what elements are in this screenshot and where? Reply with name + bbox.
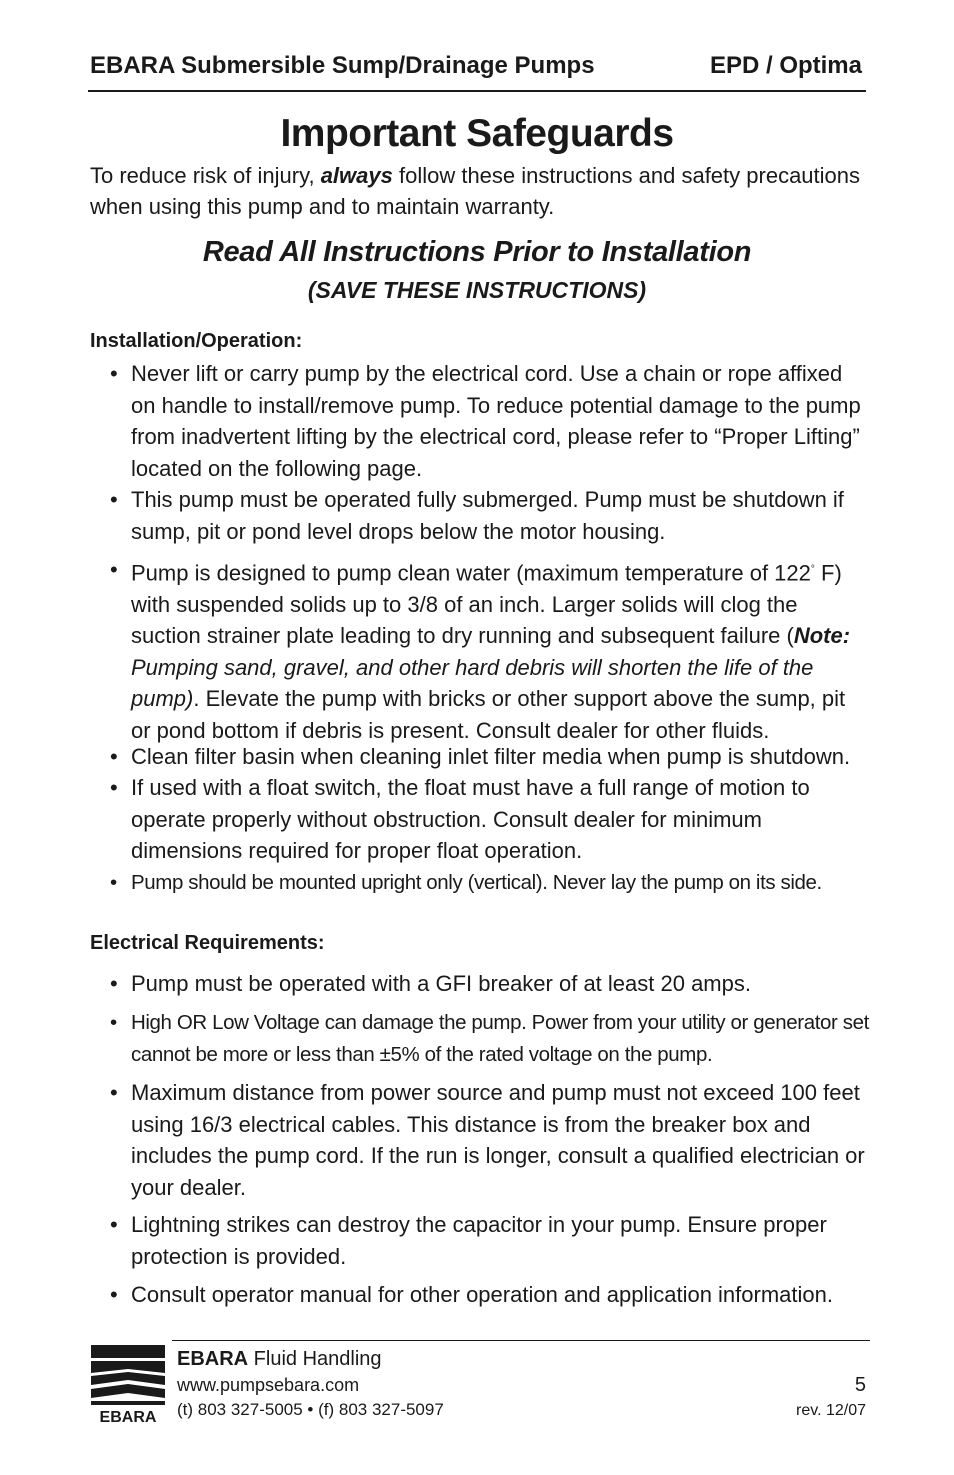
bullet-glyph: • [110,971,118,996]
list-item-text: Clean filter basin when cleaning inlet filter media when pump is shutdown. [131,744,851,769]
list-item-text: Pump should be mounted upright only (vertical). Never lay the pump on its side. [131,871,822,894]
list-item [110,554,870,746]
electrical-heading: Electrical Requirements: [90,932,325,954]
list-item [110,741,870,773]
list-item [110,358,870,484]
brand-name: EBARA [177,1348,249,1370]
save-instructions-note: (SAVE THESE INSTRUCTIONS) [307,277,647,303]
section-subtitle: Read All Instructions Prior to Installation [202,236,752,268]
temperature-text: Pump is designed to pump clean water (maximum temperature of 122 [131,560,811,586]
list-item [110,1077,870,1203]
bullet-glyph: • [110,361,118,386]
footer-url[interactable]: www.pumpsebara.com [177,1375,360,1395]
bullet-glyph: • [110,1080,118,1105]
intro-text-after: follow these instructions and safety precautions when using this pump and to maintain warranty. [90,163,861,219]
bullet-glyph: • [110,775,118,800]
note-text: Pumping sand, gravel, and other hard debris will shorten the life of the pump) [131,654,814,712]
list-item [110,867,870,899]
ebara-logo [88,1343,168,1425]
list-item [110,484,870,547]
header-product-line: EBARA Submersible Sump/Drainage Pumps [90,52,595,79]
page-number: 5 [854,1374,866,1396]
list-item [110,1209,870,1272]
bullet-glyph: • [110,557,118,582]
intro-emphasis: always [320,163,393,188]
solids-text: F) with suspended solids up to 3/8 of an inch. Larger solids will clog the suction strainer plate leading to dry running and subsequent failure ( [131,560,842,649]
logo-wordmark: EBARA [99,1409,157,1425]
footer-divider [172,1340,870,1341]
list-item-text: Never lift or carry pump by the electrical cord. Use a chain or rope affixed on handle to install/remove pump. To reduce potential damage to the pump from inadvertent lifting by the electrical cord, please refer to “Proper Lifting” located on the following page. [131,361,861,481]
list-item-text: Consult operator manual for other operation and application information. [131,1282,833,1307]
bullet-glyph: • [110,1282,118,1307]
list-item-text: If used with a float switch, the float must have a full range of motion to operate properly without obstruction. Consult dealer for minimum dimensions required for proper float operation. [131,775,810,863]
bullet-glyph: • [110,1011,117,1034]
revision-date: rev. 12/07 [796,1402,866,1419]
list-item [110,968,870,1000]
list-item-text: High OR Low Voltage can damage the pump. Power from your utility or generator set cannot be more or less than ±5% of the rated voltage on the pump. [131,1011,869,1066]
page-header [88,50,866,92]
note-label: Note: [793,623,851,649]
page-title: Important Safeguards [280,112,674,155]
bullet-glyph: • [110,487,118,512]
list-item [110,1279,870,1311]
degree-symbol: ° [810,564,815,575]
list-item-text: Lightning strikes can destroy the capacitor in your pump. Ensure proper protection is provided. [131,1212,827,1269]
header-model: EPD / Optima [709,52,862,79]
brand-division: Fluid Handling [248,1348,382,1370]
list-item [110,1007,870,1070]
bullet-glyph: • [110,871,117,894]
elevate-text: . Elevate the pump with bricks or other support above the sump, pit or pond bottom if debris is present. Consult dealer for other fluids. [131,686,846,743]
installation-heading: Installation/Operation: [90,330,303,352]
list-item-text: Pump must be operated with a GFI breaker of at least 20 amps. [131,971,751,996]
footer-phone-fax: (t) 803 327-5005 • (f) 803 327-5097 [177,1400,444,1419]
footer-brand [177,1348,382,1371]
list-item-text: This pump must be operated fully submerged. Pump must be shutdown if sump, pit or pond level drops below the motor housing. [131,487,844,544]
bullet-glyph: • [110,1212,118,1237]
list-item [110,772,870,867]
intro-text-before: To reduce risk of injury, [90,163,321,188]
intro-paragraph [90,160,870,222]
bullet-glyph: • [110,744,118,769]
list-item-text: Maximum distance from power source and pump must not exceed 100 feet using 16/3 electrical cables. This distance is from the breaker box and includes the pump cord. If the run is longer, consult a qualified electrician or your dealer. [131,1080,865,1200]
list-item-text [131,554,870,746]
